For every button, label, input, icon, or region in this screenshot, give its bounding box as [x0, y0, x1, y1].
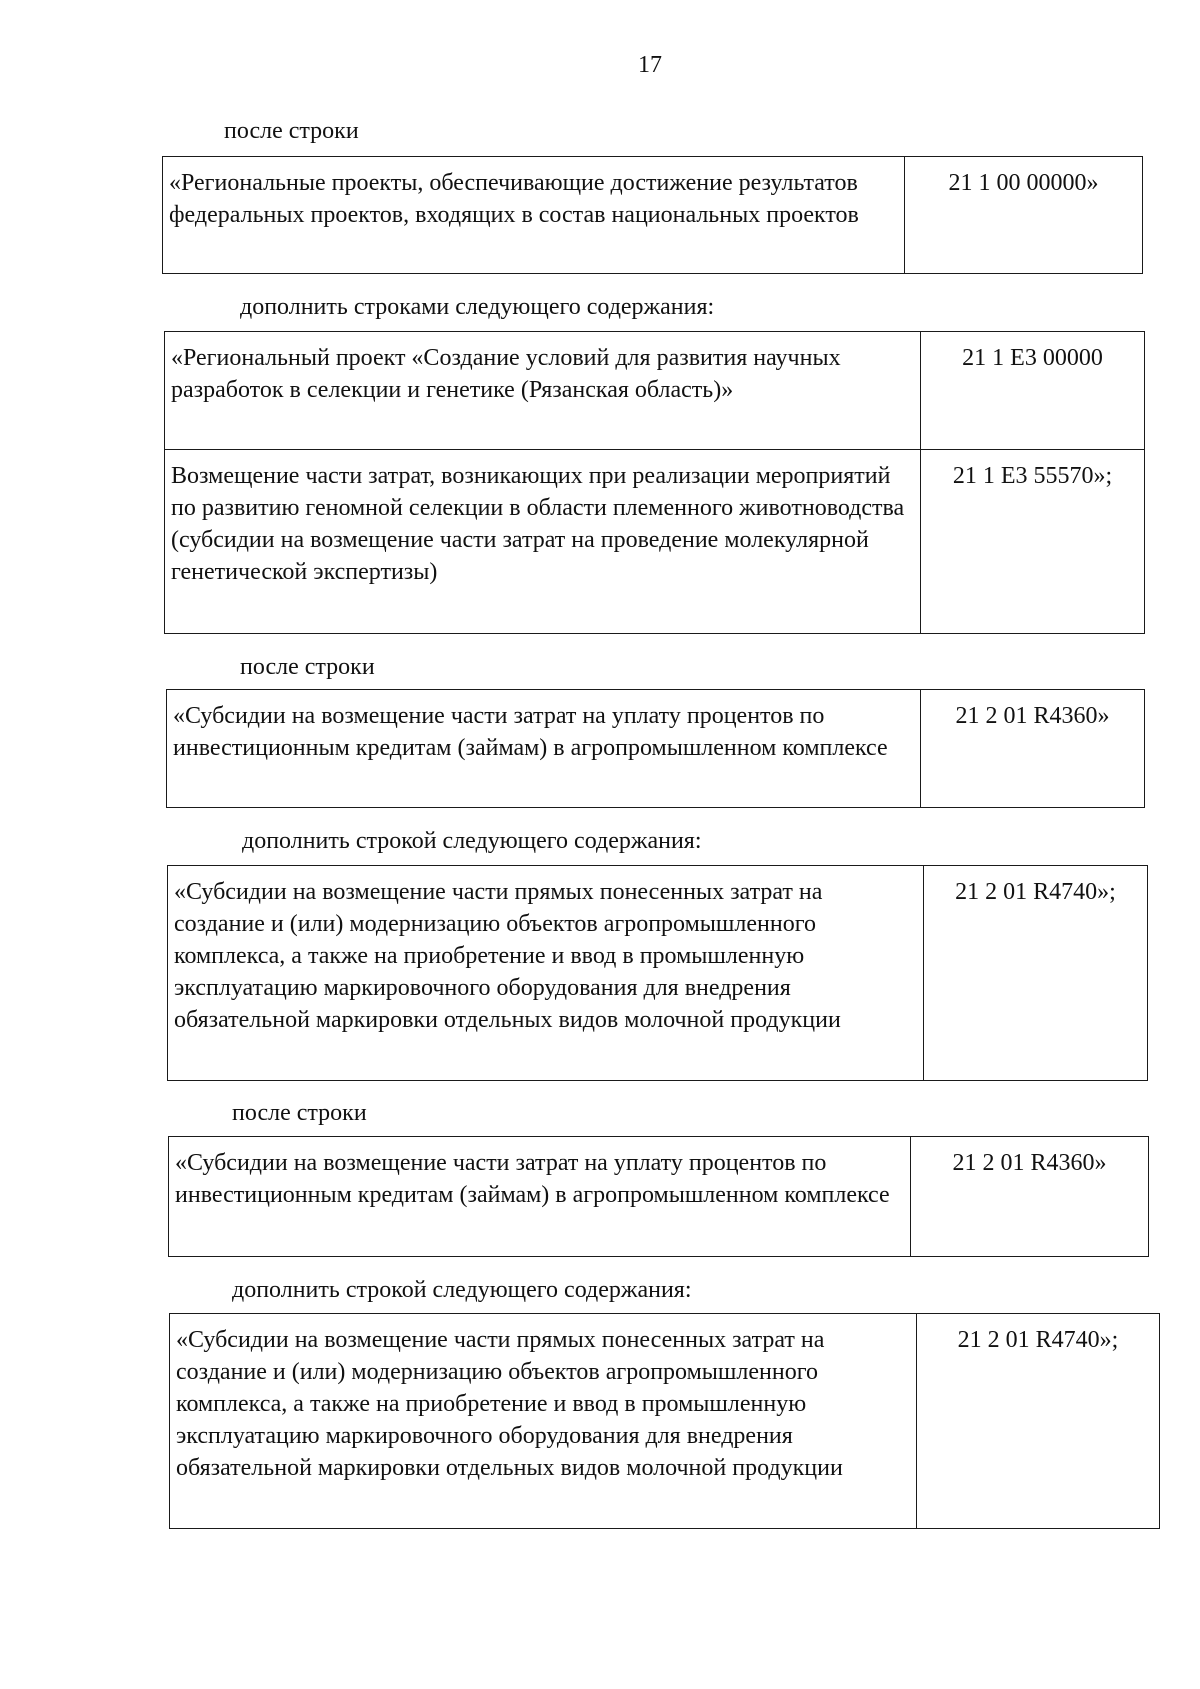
- amendment-table-6: [169, 1313, 1160, 1529]
- table-row: [170, 1314, 1160, 1529]
- row-code: 21 1 E3 00000: [921, 332, 1145, 450]
- row-code: 21 2 01 R4740»;: [924, 866, 1148, 1081]
- amendment-table-1: [162, 156, 1143, 274]
- row-code: 21 2 01 R4360»: [921, 690, 1145, 808]
- page-number: 17: [638, 52, 662, 78]
- amendment-table-2: [164, 331, 1145, 634]
- row-code: 21 2 01 R4360»: [911, 1137, 1149, 1257]
- table-row: [169, 1137, 1149, 1257]
- row-name: «Субсидии на возмещение части прямых понесенных затрат на создание и (или) модернизацию объектов агропромышленного комплекса, а также на приобретение и ввод в промышленную эксплуатацию маркировочного оборудования для внедрения обязательной маркировки отдельных видов молочной продукции: [168, 866, 924, 1081]
- row-name: «Региональный проект «Создание условий для развития научных разработок в селекции и генетике (Рязанская область)»: [165, 332, 921, 450]
- instruction-after-row-2: после строки: [240, 654, 375, 680]
- row-name: «Субсидии на возмещение части затрат на уплату процентов по инвестиционным кредитам (займам) в агропромышленном комплексе: [169, 1137, 911, 1257]
- table-row: [165, 332, 1145, 450]
- table-row: [168, 866, 1148, 1081]
- row-name: «Региональные проекты, обеспечивающие достижение результатов федеральных проектов, входящих в состав национальных проектов: [163, 157, 905, 274]
- amendment-table-4: [167, 865, 1148, 1081]
- amendment-table-5: [168, 1136, 1149, 1257]
- instruction-add-row-1: дополнить строкой следующего содержания:: [242, 828, 702, 854]
- table-row: [163, 157, 1143, 274]
- instruction-after-row-3: после строки: [232, 1100, 367, 1126]
- row-name: «Субсидии на возмещение части затрат на уплату процентов по инвестиционным кредитам (займам) в агропромышленном комплексе: [167, 690, 921, 808]
- row-name: «Субсидии на возмещение части прямых понесенных затрат на создание и (или) модернизацию объектов агропромышленного комплекса, а также на приобретение и ввод в промышленную эксплуатацию маркировочного оборудования для внедрения обязательной маркировки отдельных видов молочной продукции: [170, 1314, 917, 1529]
- table-row: [167, 690, 1145, 808]
- instruction-after-row-1: после строки: [224, 118, 359, 144]
- row-code: 21 2 01 R4740»;: [917, 1314, 1160, 1529]
- row-code: 21 1 E3 55570»;: [921, 450, 1145, 634]
- row-name: Возмещение части затрат, возникающих при реализации мероприятий по развитию геномной селекции в области племенного животноводства (субсидии на возмещение части затрат на проведение молекулярной генетической экспертизы): [165, 450, 921, 634]
- table-row: [165, 450, 1145, 634]
- instruction-add-rows: дополнить строками следующего содержания:: [240, 294, 715, 320]
- row-code: 21 1 00 00000»: [905, 157, 1143, 274]
- amendment-table-3: [166, 689, 1145, 808]
- instruction-add-row-2: дополнить строкой следующего содержания:: [232, 1277, 692, 1303]
